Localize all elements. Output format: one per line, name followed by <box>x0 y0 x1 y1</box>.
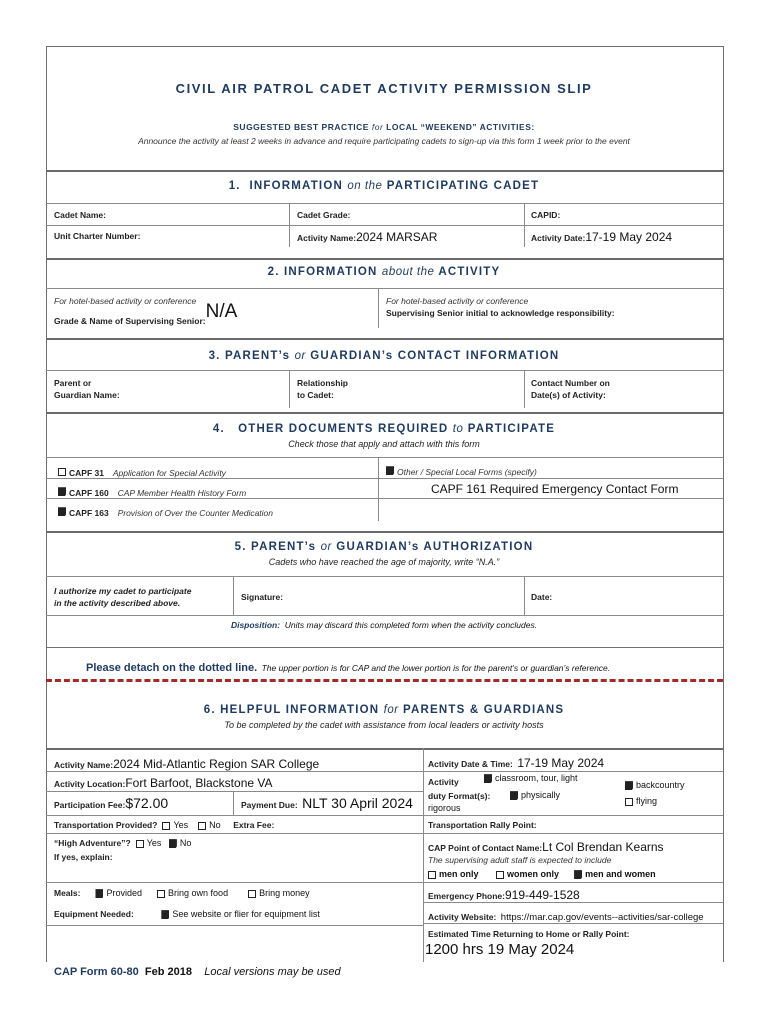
date-field[interactable]: Date: <box>531 592 553 602</box>
hotel-note-left: For hotel-based activity or conference <box>54 296 197 306</box>
unit-charter-label: Unit Charter Number: <box>54 231 141 241</box>
activity-name-value: 2024 MARSAR <box>356 230 438 244</box>
meals-money-checkbox[interactable] <box>248 890 256 898</box>
transportation-provided-field: Transportation Provided? Yes No Extra Fee: <box>54 820 275 830</box>
high-adventure-no-checkbox-checked[interactable] <box>169 839 177 848</box>
activity-format-label: Activity duty Format(s): <box>428 777 491 801</box>
staff-note: The supervising adult staff is expected to include <box>428 855 612 865</box>
transport-no-checkbox[interactable] <box>198 822 206 830</box>
activity-website-field[interactable]: Activity Website: https://mar.cap.gov/events--activities/sar-college <box>428 912 704 923</box>
parent-name-label: Parent or Guardian Name: <box>54 378 120 400</box>
capf163-checkbox-checked[interactable] <box>58 507 66 516</box>
section-3-heading: 3. PARENT’s or GUARDIAN’s CONTACT INFORMATION <box>208 350 560 362</box>
contact-number-label: Contact Number on Date(s) of Activity: <box>531 378 610 400</box>
poc-value: Lt Col Brendan Kearns <box>542 840 664 854</box>
section-1-heading: 1. INFORMATION on the PARTICIPATING CADET <box>228 180 540 192</box>
best-practice-heading: SUGGESTED BEST PRACTICE for LOCAL “WEEKEND” ACTIVITIES: <box>233 122 535 132</box>
high-adventure-yes-checkbox[interactable] <box>136 840 144 848</box>
local-versions-note: Local versions may be used <box>204 966 341 978</box>
explain-label[interactable]: If yes, explain: <box>54 852 113 862</box>
best-practice-note: Announce the activity at least 2 weeks in advance and require participating cadets to sign-up via this form 1 week prior to the event <box>138 136 630 146</box>
footer <box>54 966 341 978</box>
activity-name-6-value: 2024 Mid-Atlantic Region SAR College <box>113 757 320 771</box>
activity-date-time-field[interactable]: Activity Date & Time: 17-19 May 2024 <box>428 756 605 770</box>
format-classroom-checkbox-checked[interactable] <box>484 774 492 783</box>
capf31-option[interactable]: CAPF 31 Application for Special Activity <box>58 463 226 481</box>
activity-website-value: https://mar.cap.gov/events--activities/sar-college <box>500 912 704 923</box>
emergency-phone-value: 919-449-1528 <box>505 888 580 902</box>
capf163-option[interactable]: CAPF 163 Provision of Over the Counter Medication <box>58 503 273 521</box>
transport-yes-checkbox[interactable] <box>162 822 170 830</box>
section-4-instructions: Check those that apply and attach with this form <box>288 439 480 449</box>
authorization-statement: I authorize my cadet to participate in the activity described above. <box>54 586 192 608</box>
capf31-checkbox[interactable] <box>58 468 66 476</box>
section-2-heading: 2. INFORMATION about the ACTIVITY <box>267 266 501 278</box>
meals-field: Meals: Provided Bring own food Bring money <box>54 888 310 898</box>
cadet-grade-label: Cadet Grade: <box>297 210 351 220</box>
signature-field[interactable]: Signature: <box>241 592 284 602</box>
section-4-heading: 4. OTHER DOCUMENTS REQUIRED to PARTICIPATE <box>212 423 556 435</box>
rally-point-label[interactable]: Transportation Rally Point: <box>428 820 537 830</box>
payment-due-field[interactable]: Payment Due: NLT 30 April 2024 <box>241 795 413 811</box>
section-6-heading: 6. HELPFUL INFORMATION for PARENTS & GUARDIANS <box>203 704 565 716</box>
capid-label: CAPID: <box>531 210 561 220</box>
extra-fee-label: Extra Fee: <box>233 820 275 830</box>
poc-field[interactable]: CAP Point of Contact Name:Lt Col Brendan Kearns <box>428 840 664 854</box>
section-6-instructions: To be completed by the cadet with assistance from local leaders or activity hosts <box>224 720 544 730</box>
hotel-note-right: For hotel-based activity or conference <box>386 296 529 306</box>
payment-due-value: NLT 30 April 2024 <box>302 795 413 811</box>
participation-fee-field[interactable]: Participation Fee:$72.00 <box>54 795 169 811</box>
staff-composition-options: men only women only men and women <box>428 869 656 879</box>
women-only-checkbox[interactable] <box>496 871 504 879</box>
activity-location-value: Fort Barfoot, Blackstone VA <box>125 776 273 790</box>
other-forms-checkbox-checked[interactable] <box>386 466 394 475</box>
format-flying-checkbox[interactable] <box>625 798 633 806</box>
section-5-instructions: Cadets who have reached the age of majority, write “N.A.” <box>268 557 500 567</box>
activity-date-field[interactable]: Activity Date:17-19 May 2024 <box>531 230 673 244</box>
activity-name-6-field[interactable]: Activity Name:2024 Mid-Atlantic Region SAR College <box>54 757 320 771</box>
equipment-checkbox-checked[interactable] <box>161 910 169 919</box>
format-classroom-option[interactable]: classroom, tour, light <box>484 773 578 783</box>
men-only-checkbox[interactable] <box>428 871 436 879</box>
other-forms-option[interactable]: Other / Special Local Forms (specify) <box>386 462 537 480</box>
participation-fee-value: $72.00 <box>125 795 169 811</box>
section-5-heading: 5. PARENT’s or GUARDIAN’s AUTHORIZATION <box>234 541 534 553</box>
meals-own-food-checkbox[interactable] <box>157 890 165 898</box>
format-physically-option[interactable]: physically <box>510 790 560 800</box>
high-adventure-field: “High Adventure”? Yes No <box>54 838 192 848</box>
equipment-field: Equipment Needed: See website or flier for equipment list <box>54 909 320 919</box>
format-rigorous-label: rigorous <box>428 803 461 813</box>
return-time-label: Estimated Time Returning to Home or Rally Point: <box>428 929 630 939</box>
activity-name-field[interactable]: Activity Name:2024 MARSAR <box>297 230 438 244</box>
cadet-name-label: Cadet Name: <box>54 210 106 220</box>
activity-date-time-value: 17-19 May 2024 <box>517 756 605 770</box>
activity-location-field[interactable]: Activity Location:Fort Barfoot, Blackstone VA <box>54 776 273 790</box>
capf160-option[interactable]: CAPF 160 CAP Member Health History Form <box>58 483 246 501</box>
form-number: CAP Form 60-80 <box>54 966 139 978</box>
format-backcountry-option[interactable]: backcountry <box>625 780 685 790</box>
format-flying-option[interactable]: flying <box>625 796 657 806</box>
supervising-senior-field[interactable]: $_{Grade \& Name of Supervising Senior:}$N/A <box>54 301 238 326</box>
detach-dotted-line <box>46 679 723 682</box>
form-title: CIVIL AIR PATROL CADET ACTIVITY PERMISSION SLIP <box>175 81 593 96</box>
format-backcountry-checkbox-checked[interactable] <box>625 781 633 790</box>
disposition-note: Disposition: Units may discard this completed form when the activity concludes. <box>230 620 538 630</box>
meals-provided-checkbox-checked[interactable] <box>95 889 103 898</box>
return-time-value[interactable]: 1200 hrs 19 May 2024 <box>425 941 575 958</box>
activity-date-value: 17-19 May 2024 <box>585 230 673 244</box>
supervising-senior-value: N/A <box>205 301 238 322</box>
men-and-women-checkbox-checked[interactable] <box>574 870 582 879</box>
emergency-phone-field[interactable]: Emergency Phone:919-449-1528 <box>428 888 580 902</box>
other-forms-value[interactable]: CAPF 161 Required Emergency Contact Form <box>431 482 679 496</box>
form-date: Feb 2018 <box>144 966 192 978</box>
senior-initial-label: Supervising Senior initial to acknowledge responsibility: <box>386 308 615 318</box>
capf160-checkbox-checked[interactable] <box>58 487 66 496</box>
relationship-label: Relationship to Cadet: <box>297 378 349 400</box>
format-physically-checkbox-checked[interactable] <box>510 791 518 800</box>
detach-instruction: Please detach on the dotted line. The upper portion is for CAP and the lower portion is for the parent’s or guardian’s reference. <box>86 662 611 674</box>
